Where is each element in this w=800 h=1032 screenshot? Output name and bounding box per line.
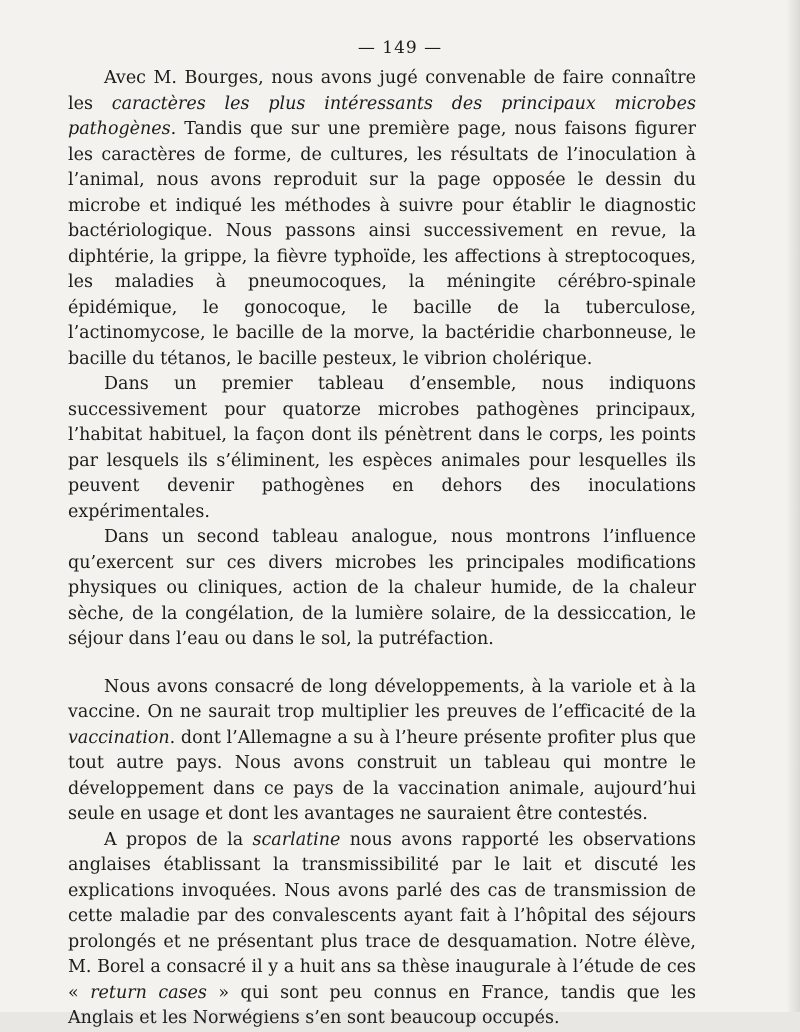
paragraph-5-text-a: A propos de la xyxy=(104,829,253,850)
paragraph-4-text-a: Nous avons consacré de long développements, à la variole et à la vaccine. On ne saurait trop multiplier les preuves de l’efficacité de la xyxy=(68,676,696,722)
page-body xyxy=(68,66,696,1032)
paragraph-4 xyxy=(68,675,696,828)
paragraph-5 xyxy=(68,828,696,1032)
paragraph-5-italic-1: scarlatine xyxy=(252,829,341,850)
paragraph-1-text-b: Tandis que sur une première page, nous faisons figurer les caractères de forme, de cultures, les résultats de l’inoculation à l’animal, nous avons reproduit sur la page opposée le dessin du microbe et indiqué les méthodes à suivre pour établir le diagnostic bactériologique. Nous passons ainsi successivement en revue, la diphtérie, la grippe, la fièvre typhoïde, les affections à streptocoques, les maladies à pneumocoques, la méningite cérébro-spinale épidémique, le gonocoque, le bacille de la tuberculose, l’actinomycose, le bacille de la morve, la bactéridie charbonneuse, le bacille du tétanos, le bacille pesteux, le vibrion cholérique. xyxy=(68,119,696,369)
page-edge-shadow xyxy=(786,0,800,1012)
paragraph-1 xyxy=(68,66,696,372)
paragraph-5-italic-2: return cases xyxy=(90,982,207,1003)
paragraph-2: Dans un premier tableau d’ensemble, nous indiquons successivement pour quatorze microbes pathogènes principaux, l’habitat habituel, la façon dont ils pénètrent dans le corps, les points par lesquels ils s’éliminent, les espèces animales pour lesquelles ils peuvent devenir pathogènes en dehors des inoculations expérimentales. xyxy=(68,374,696,522)
paragraph-5-text-c: » qui sont peu connus en France, tandis que les Anglais et les Norwégiens s’en sont beaucoup occupés. xyxy=(68,982,696,1028)
paragraph-3: Dans un second tableau analogue, nous montrons l’influence qu’exercent sur ces divers microbes les principales modifications physiques ou cliniques, action de la chaleur humide, de la chaleur sèche, de la congélation, de la lumière solaire, de la dessiccation, le séjour dans l’eau ou dans le sol, la putréfaction. xyxy=(68,527,696,649)
paragraph-1-text-a: Avec M. Bourges, nous avons jugé convenable de faire connaître les xyxy=(68,68,696,114)
paragraph-4-text-b: . dont l’Allemagne a su à l’heure présente profiter plus que tout autre pays. Nous avons construit un tableau qui montre le développement dans ce pays de la vaccination animale, aujourd’hui seule en usage et dont les avantages ne sauraient être contestés. xyxy=(68,727,696,824)
paragraph-4-italic: vaccination xyxy=(68,727,170,748)
paragraph-5-text-b: nous avons rapporté les observations anglaises établissant la transmissibilité par le lait et discuté les explications invoquées. Nous avons parlé des cas de transmission de cette maladie par des convalescents ayant fait à l’hôpital des séjours prolongés et ne présentant plus trace de desquamation. Notre élève, M. Borel a consacré il y a huit ans sa thèse inaugurale à l’étude de ces « xyxy=(68,829,696,1003)
paragraph-1-italic: caractères les plus intéressants des principaux microbes pathogènes. xyxy=(68,93,696,139)
page-number: — 149 — xyxy=(357,38,443,58)
